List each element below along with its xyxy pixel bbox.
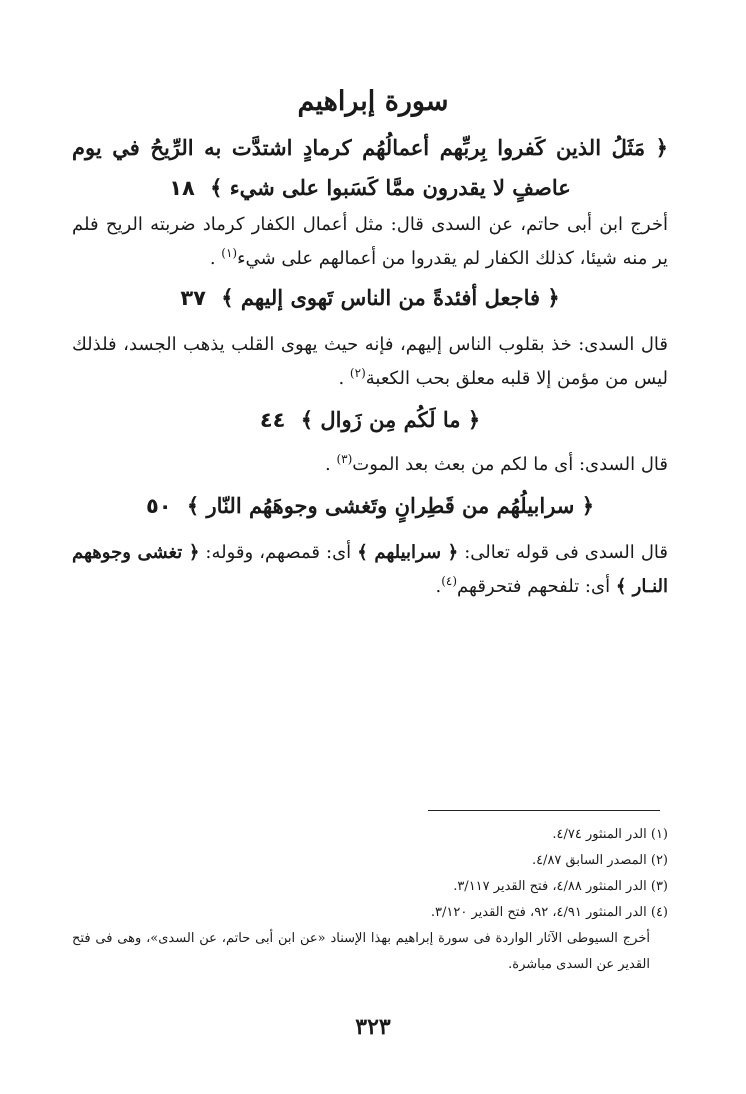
commentary-text: قال السدى: خذ بقلوب الناس إليهم، فإنه حيث يهوى القلب يذهب الجسد، فلذلك ليس من مؤمن إلا قلبه معلق بحب الكعبة (72, 334, 668, 389)
footnote-2: (٢) المصدر السابق ٤/٨٧. (531, 853, 668, 868)
commentary-37 (72, 328, 668, 396)
sentence-end: . (325, 454, 337, 475)
footnote-1: (١) الدر المنثور ٤/٧٤. (552, 827, 668, 842)
footnote-ref[interactable]: (١) (221, 246, 238, 260)
footnote-4: (٤) الدر المنثور ٤/٩١، ٩٢، فتح القدير ٣/١٢٠. (430, 905, 668, 920)
footnote-ref[interactable]: (٢) (349, 366, 366, 380)
footnote-note: أخرج السيوطى الآثار الواردة فى سورة إبراهيم بهذا الإسناد «عن ابن أبى حاتم، عن السدى»، وهى فى فتح القدير عن السدى مباشرة. (72, 931, 650, 972)
verse-18 (72, 128, 668, 208)
commentary-44 (72, 448, 668, 482)
verse-text: ﴿ فاجعل أفئدةً من الناس تَهوى إليهم ﴾ (221, 285, 560, 310)
sentence-end: . (435, 576, 442, 597)
footnote-3: (٣) الدر المنثور ٤/٨٨، فتح القدير ٣/١١٧. (453, 879, 668, 894)
verse-50 (72, 486, 668, 526)
verse-text: ﴿ ما لَكُم مِن زَوال ﴾ (300, 407, 481, 432)
verse-number: ٥٠ (145, 494, 172, 518)
footnote-ref[interactable]: (٤) (441, 574, 458, 588)
commentary-18 (72, 208, 668, 276)
page-number: ٣٢٣ (355, 1014, 391, 1040)
quoted-verse: ﴿ تغشى وجوههم النـار ﴾ (72, 542, 668, 597)
footnote-divider (428, 810, 660, 811)
footnotes (72, 822, 668, 978)
commentary-50 (72, 536, 668, 604)
quoted-verse: ﴿ سرابيلهم ﴾ (357, 542, 459, 563)
verse-text: ﴿ مَثَلُ الذين كَفروا بِربِّهم أعمالُهُم كرمادٍ اشتدَّت به الرِّيحُ في يوم عاصفٍ لا يقدرون ممَّا كَسَبوا على شيء ﴾ (72, 135, 668, 200)
commentary-end: أى: تلفحهم فتحرقهم (457, 576, 616, 597)
commentary-mid: أى: قمصهم، وقوله: (199, 542, 358, 563)
verse-44 (72, 400, 668, 440)
verse-number: ١٨ (169, 176, 195, 200)
commentary-text: قال السدى: أى ما لكم من بعث بعد الموت (352, 454, 668, 475)
verse-text: ﴿ سرابيلُهُم من قَطِرانٍ وتَغشى وجوهَهُم النّار ﴾ (186, 493, 595, 518)
surah-title: سورة إبراهيم (297, 86, 449, 117)
commentary-intro: قال السدى فى قوله تعالى: (458, 542, 669, 563)
commentary-text: أخرج ابن أبى حاتم، عن السدى قال: مثل أعمال الكفار كرماد ضربته الريح فلم ير منه شيئا، كذلك الكفار لم يقدروا من أعمالهم على شيء (72, 214, 668, 269)
sentence-end: . (338, 368, 350, 389)
verse-37 (72, 278, 668, 318)
sentence-end: . (209, 248, 222, 269)
verse-number: ٣٧ (180, 286, 206, 310)
footnote-ref[interactable]: (٣) (336, 452, 353, 466)
verse-number: ٤٤ (259, 408, 286, 432)
